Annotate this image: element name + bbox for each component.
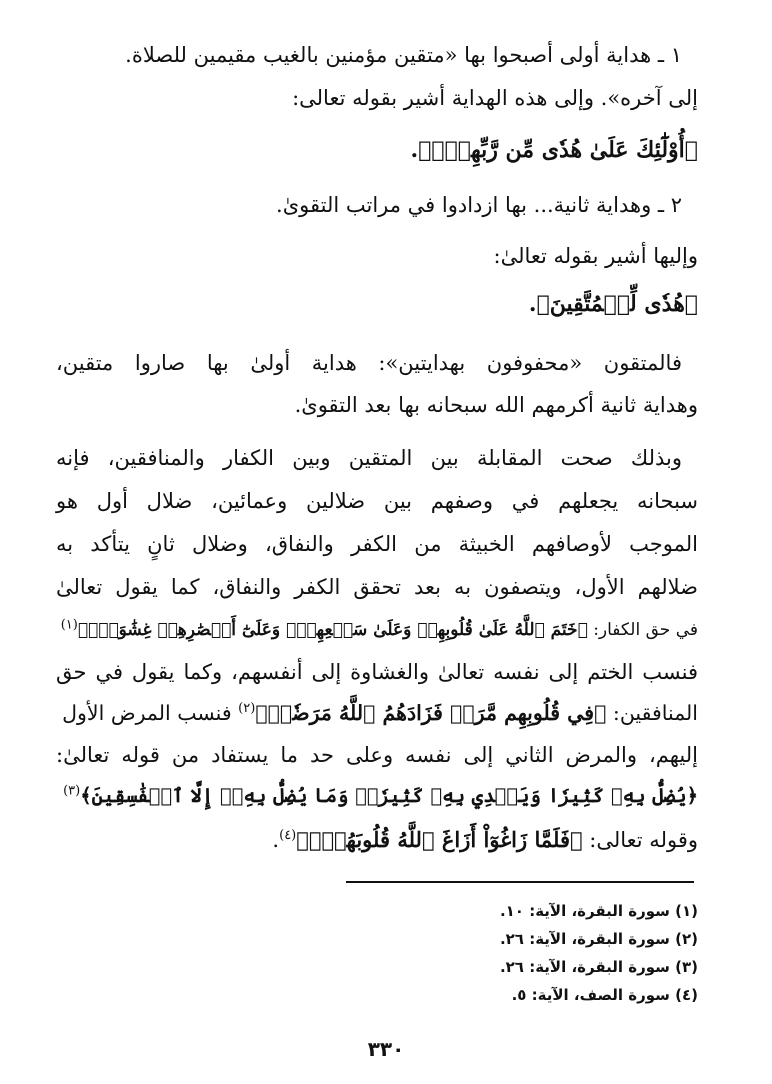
quran-verse-inline: ﴿خَتَمَ ٱللَّهُ عَلَىٰ قُلُوبِهِمۡ وَعَلَىٰ سَمۡعِهِمۡۖ وَعَلَىٰٓ أَبۡصَٰرِهِمۡ غِشَٰوَةٞۖ﴾	[77, 620, 588, 640]
paragraph-line: إليهم، والمرض الثاني إلى نفسه وعلى حد ما يستفاد من قوله تعالىٰ:	[56, 743, 698, 767]
paragraph-line: ١ ـ هداية أولى أصبحوا بها «متقين مؤمنين بالغيب مقيمين للصلاة.	[125, 43, 682, 67]
quran-verse-inline: ﴿فَلَمَّا زَاغُوٓاْ أَزَاغَ ٱللَّهُ قُلُوبَهُمۡۚ﴾	[296, 827, 583, 852]
paragraph-line: الموجب لأوصافهم الخبيثة من الكفر والنفاق، وضلال ثانٍ يتأكد به	[56, 532, 698, 556]
line-text: .	[272, 828, 280, 852]
page-number: ٣٣٠	[367, 1037, 405, 1061]
paragraph-line: فالمتقون «محفوفون بهدايتين»: هداية أولىٰ بها صاروا متقين،	[56, 351, 682, 375]
footnote-separator	[346, 881, 694, 883]
footnote-ref: (٤)	[279, 828, 297, 843]
quran-verse: ﴿أُوْلَٰٓئِكَ عَلَىٰ هُدٗى مِّن رَّبِّهِمۡۖ﴾.	[410, 137, 698, 163]
paragraph-line: وبذلك صحت المقابلة بين المتقين وبين الكفار والمنافقين، فإنه	[56, 446, 682, 470]
paragraph-line: وإليها أشير بقوله تعالىٰ:	[493, 244, 698, 268]
footnote: (٤) سورة الصف، الآية: ٥.	[511, 986, 698, 1004]
line-text: فنسب المرض الأول	[62, 701, 232, 725]
footnote: (١) سورة البقرة، الآية: ١٠.	[499, 902, 698, 920]
paragraph-line: ٢ ـ وهداية ثانية... بها ازدادوا في مراتب التقوىٰ.	[276, 193, 682, 217]
footnote: (٢) سورة البقرة، الآية: ٢٦.	[499, 930, 698, 948]
paragraph-line	[56, 779, 698, 813]
quran-verse: ﴿هُدٗى لِّلۡمُتَّقِينَ﴾.	[528, 291, 698, 317]
paragraph-line	[56, 613, 698, 647]
paragraph-line: ضلالهم الأول، ويتصفون به بعد تحقق الكفر والنفاق، كما يقول تعالىٰ	[56, 575, 698, 599]
paragraph-line	[56, 696, 698, 730]
paragraph-line: وهداية ثانية أكرمهم الله سبحانه بها بعد التقوىٰ.	[294, 393, 698, 417]
line-text: في حق الكفار:	[593, 620, 698, 640]
quran-verse-inline: ﴿يُضِلُّ بِهِۦ كَثِيرٗا وَيَهۡدِي بِهِۦ كَثِيرٗاۚ وَمَا يُضِلُّ بِهِۦٓ إِلَّا ٱلۡفَٰسِقِينَ﴾	[80, 784, 698, 807]
line-text: وقوله تعالى:	[589, 828, 698, 852]
line-text: المنافقين:	[612, 701, 698, 725]
footnote-ref: (٣)	[63, 783, 81, 799]
footnote: (٣) سورة البقرة، الآية: ٢٦.	[499, 958, 698, 976]
paragraph-line: فنسب الختم إلى نفسه تعالىٰ والغشاوة إلى أنفسهم، وكما يقول في حق	[56, 660, 698, 684]
footnote-ref: (٢)	[238, 701, 256, 717]
paragraph-line: إلى آخره». وإلى هذه الهداية أشير بقوله تعالى:	[292, 86, 698, 110]
quran-verse-inline: ﴿فِي قُلُوبِهِم مَّرَضٞ فَزَادَهُمُ ٱللَّهُ مَرَضٗاۖ﴾	[255, 701, 607, 725]
footnote-ref: (١)	[60, 617, 78, 633]
paragraph-line	[56, 823, 698, 857]
paragraph-line: سبحانه يجعلهم في وصفهم بين ضلالين وعمائين، ضلال أول هو	[56, 489, 698, 513]
